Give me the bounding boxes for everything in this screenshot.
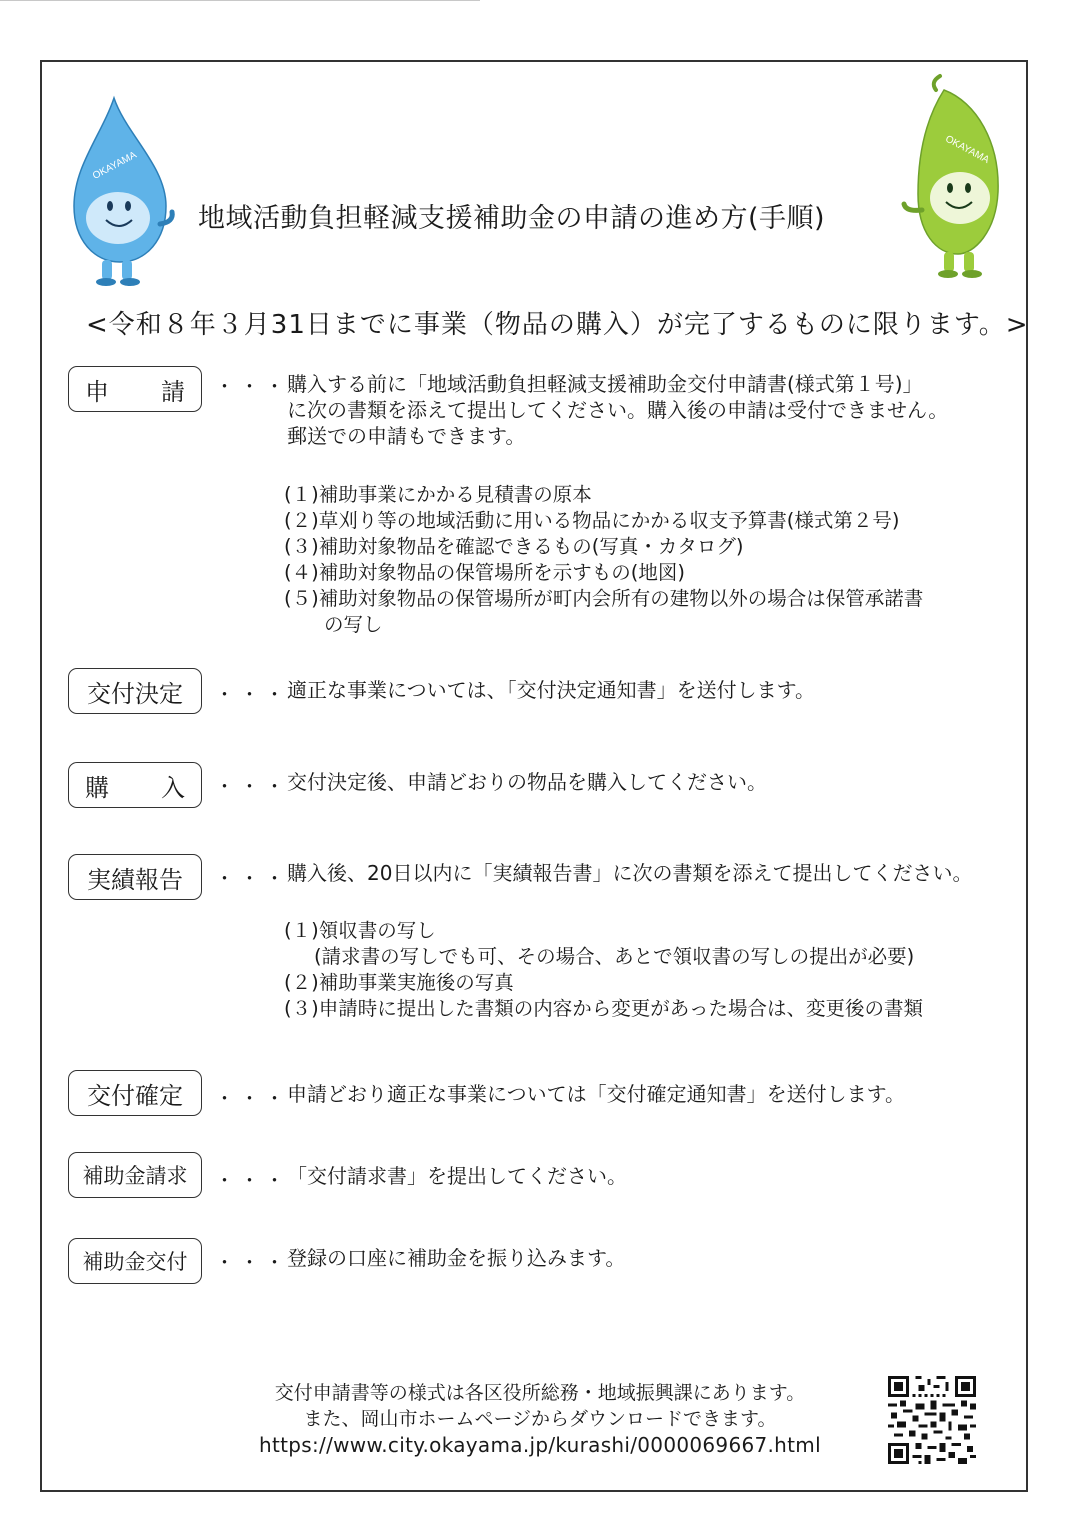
step-separator: ・・・ — [215, 684, 291, 706]
list-item-note: (請求書の写しでも可、その場合、あとで領収書の写しの提出が必要) — [314, 945, 915, 968]
step-separator: ・・・ — [215, 1088, 291, 1110]
step-box-grant-confirmation: 交付確定 — [68, 1070, 202, 1116]
list-item: (３)補助対象物品を確認できるもの(写真・カタログ) — [284, 535, 744, 558]
application-description — [287, 371, 948, 449]
download-link[interactable]: https://www.city.okayama.jp/kurashi/0000069667.html — [259, 1433, 821, 1457]
qr-code-icon[interactable] — [888, 1376, 976, 1464]
purchase-description: 交付決定後、申請どおりの物品を購入してください。 — [287, 770, 767, 794]
grant-confirmation-description: 申請どおり適正な事業については「交付確定通知書」を送付します。 — [287, 1082, 905, 1106]
deadline-notice: <令和８年３月31日までに事業（物品の購入）が完了するものに限ります。> — [86, 310, 1029, 340]
application-documents-list — [284, 482, 923, 638]
list-item: (３)申請時に提出した書類の内容から変更があった場合は、変更後の書類 — [284, 997, 924, 1020]
step-box-performance-report: 実績報告 — [68, 854, 202, 900]
step-box-application — [68, 366, 202, 412]
subsidy-payment-description: 登録の口座に補助金を振り込みます。 — [287, 1246, 626, 1270]
footer-line: 交付申請書等の様式は各区役所総務・地域振興課にあります。 — [274, 1382, 806, 1404]
list-item: (２)補助事業実施後の写真 — [284, 971, 514, 994]
step-separator: ・・・ — [215, 776, 291, 798]
performance-report-description: 購入後、20日以内に「実績報告書」に次の書類を添えて提出してください。 — [287, 861, 973, 885]
step-box-purchase — [68, 762, 202, 808]
step-separator: ・・・ — [215, 1170, 291, 1192]
top-edge-line — [0, 0, 480, 1]
step-label-char: 請 — [161, 377, 185, 406]
grant-decision-description: 適正な事業については、「交付決定通知書」を送付します。 — [287, 678, 815, 702]
leaf-mascot — [900, 72, 1010, 286]
step-label-char: 申 — [85, 377, 109, 406]
list-item-continuation: の写し — [324, 613, 383, 636]
performance-report-documents-list — [284, 918, 923, 1022]
step-box-subsidy-request: 補助金請求 — [68, 1152, 202, 1198]
list-item: (１)領収書の写し — [284, 919, 436, 942]
list-item: (１)補助事業にかかる見積書の原本 — [284, 483, 592, 506]
step-label-char: 入 — [161, 773, 185, 802]
step-box-grant-decision: 交付決定 — [68, 668, 202, 714]
text-line: 購入する前に「地域活動負担軽減支援補助金交付申請書(様式第１号)」 — [287, 372, 923, 396]
footer-info — [200, 1380, 880, 1458]
water-mascot-label: OKAYAMA — [91, 149, 139, 182]
text-line: に次の書類を添えて提出してください。購入後の申請は受付できません。 — [287, 398, 949, 422]
list-item: (４)補助対象物品の保管場所を示すもの(地図) — [284, 561, 685, 584]
list-item: (５)補助対象物品の保管場所が町内会所有の建物以外の場合は保管承諾書 — [284, 587, 924, 610]
footer-line: また、岡山市ホームページからダウンロードできます。 — [303, 1408, 777, 1430]
list-item: (２)草刈り等の地域活動に用いる物品にかかる収支予算書(様式第２号) — [284, 509, 900, 532]
step-separator: ・・・ — [215, 376, 291, 398]
leaf-mascot-label: OKAYAMA — [943, 133, 991, 166]
step-separator: ・・・ — [215, 1252, 291, 1274]
page-title: 地域活動負担軽減支援補助金の申請の進め方(手順) — [198, 203, 826, 234]
text-line: 郵送での申請もできます。 — [287, 424, 526, 448]
subsidy-request-description: 「交付請求書」を提出してください。 — [287, 1164, 627, 1188]
step-label-char: 購 — [85, 773, 109, 802]
step-separator: ・・・ — [215, 868, 291, 890]
step-box-subsidy-payment: 補助金交付 — [68, 1238, 202, 1284]
water-drop-mascot — [62, 94, 178, 288]
